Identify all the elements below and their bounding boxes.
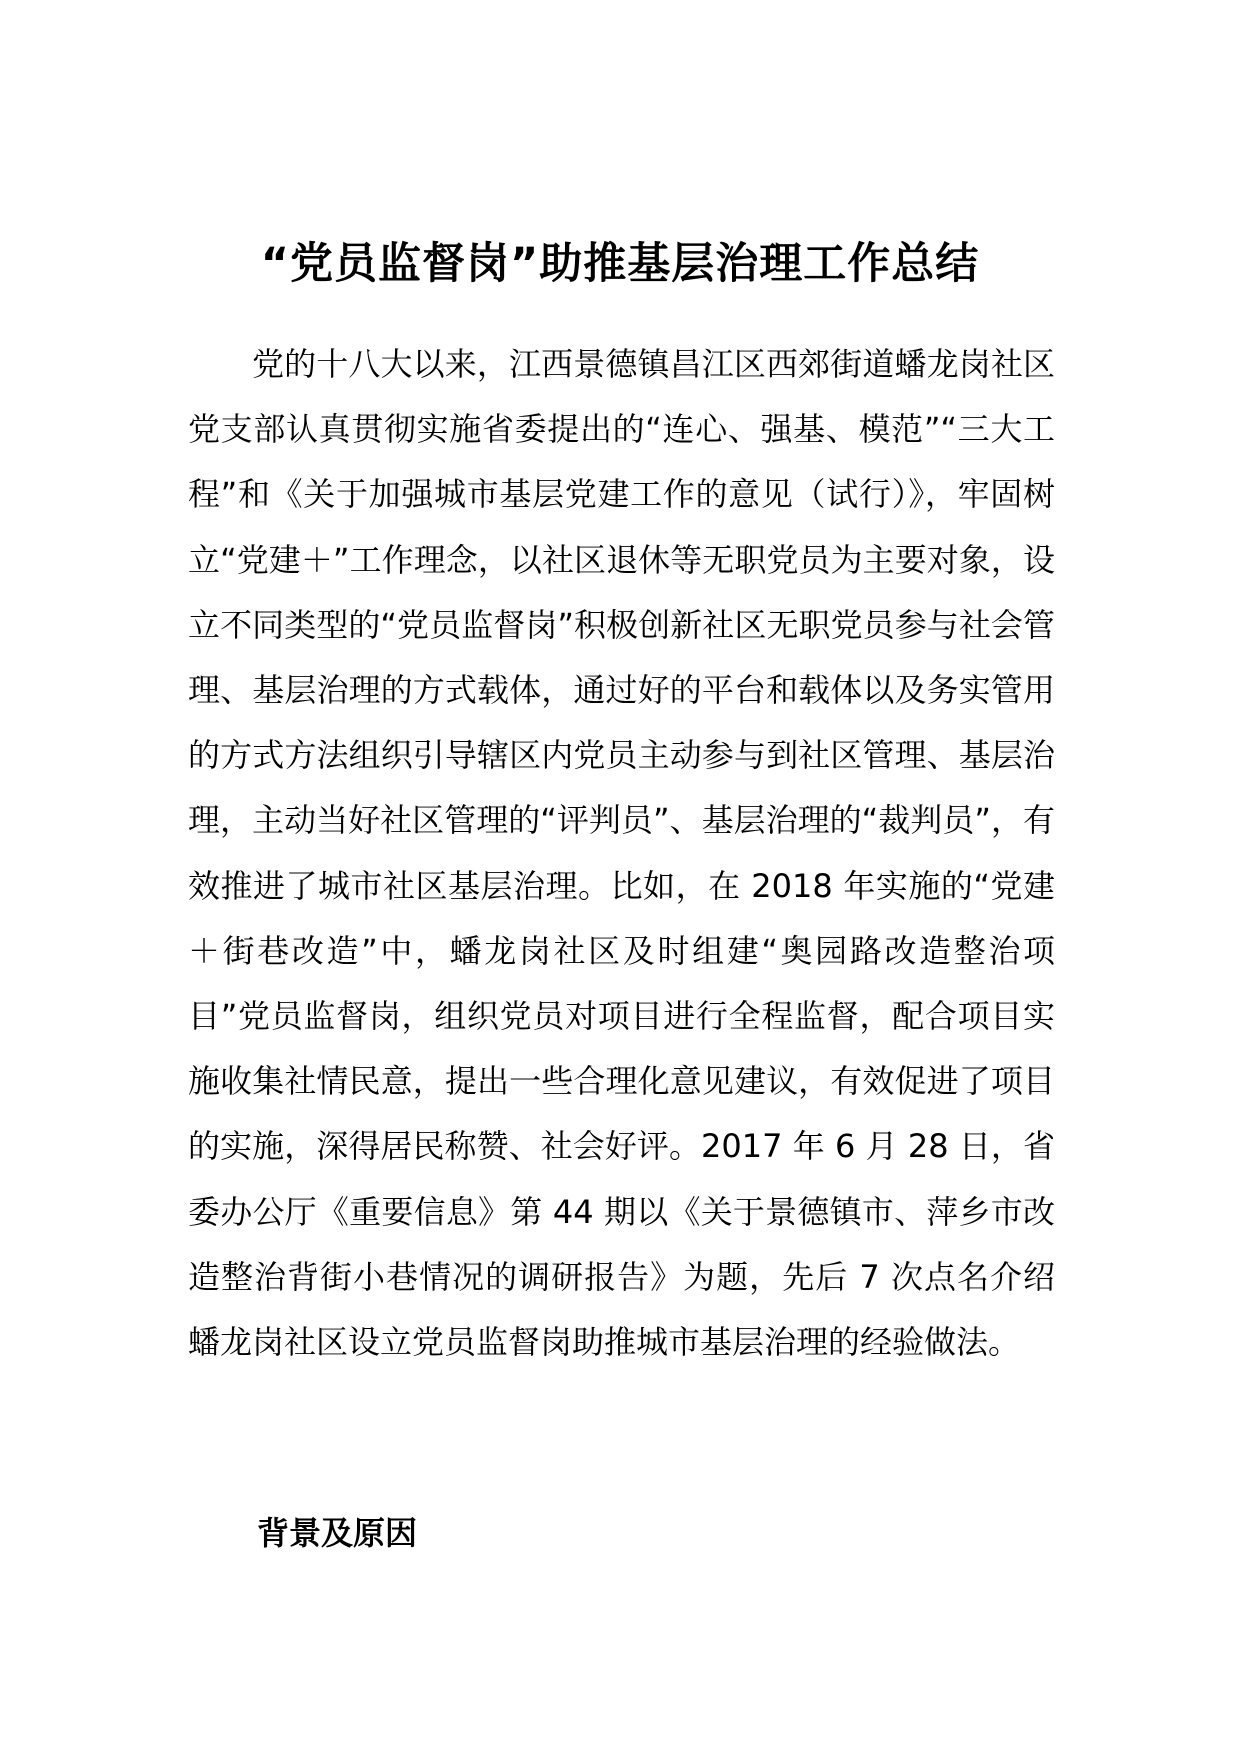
document-title: “党员监督岗”助推基层治理工作总结 — [260, 239, 980, 289]
section-heading: 背景及原因 — [257, 1514, 418, 1552]
body-paragraph: 党的十八大以来，江西景德镇昌江区西郊街道蟠龙岗社区党支部认真贯彻实施省委提出的“连心、强基、模范”“三大工程”和《关于加强城市基层党建工作的意见（试行）》，牢固树立“党建＋”工作理念，以社区退休等无职党员为主要对象，设立不同类型的“党员监督岗”积极创新社区无职党员参与社会管理、基层治理的方式载体，通过好的平台和载体以及务实管用的方式方法组织引导辖区内党员主动参与到社区管理、基层治理，主动当好社区管理的“评判员”、基层治理的“裁判员”，有效推进了城市社区基层治理。比如，在 2018 年实施的“党建＋街巷改造”中，蟠龙岗社区及时组建“奥园路改造整治项目”党员监督岗，组织党员对项目进行全程监督，配合项目实施收集社情民意，提出一些合理化意见建议，有效促进了项目的实施，深得居民称赞、社会好评。2017 年 6 月 28 日，省委办公厅《重要信息》第 44 期以《关于景德镇市、萍乡市改造整治背街小巷情况的调研报告》为题，先后 7 次点名介绍蟠龙岗社区设立党员监督岗助推城市基层治理的经验做法。 — [188, 345, 1055, 1362]
